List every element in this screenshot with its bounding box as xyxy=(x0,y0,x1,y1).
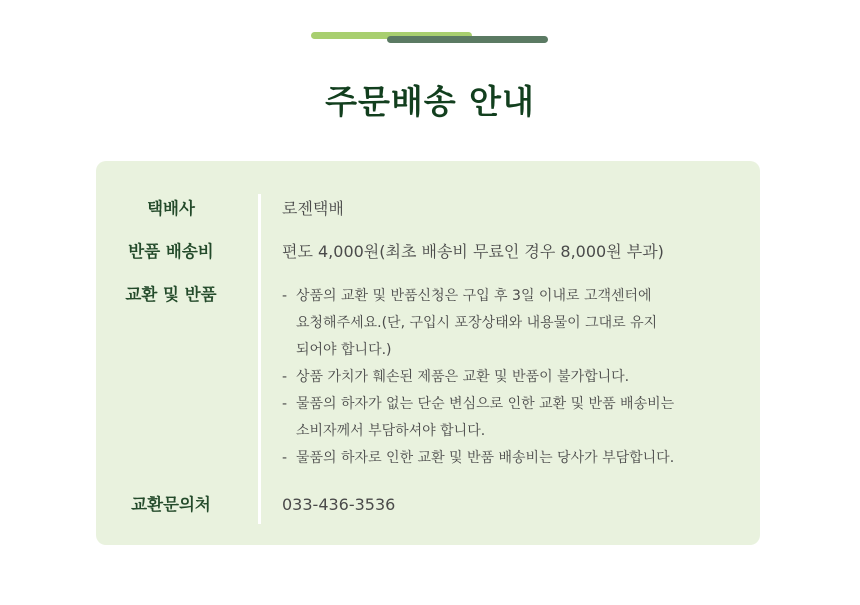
row-label: 교환문의처 xyxy=(131,495,211,514)
title-decoration xyxy=(0,31,860,45)
policy-note xyxy=(282,445,674,472)
policy-note-text: 상품 가치가 훼손된 제품은 교환 및 반품이 불가합니다. xyxy=(296,369,630,385)
bullet-dash: - xyxy=(282,288,288,304)
bullet-dash: - xyxy=(282,369,288,385)
row-label: 교환 및 반품 xyxy=(125,285,217,304)
column-divider xyxy=(258,194,261,524)
policy-notes-list xyxy=(282,283,674,472)
contact-phone: 033-436-3536 xyxy=(282,495,396,514)
policy-note-text: 물품의 하자로 인한 교환 및 반품 배송비는 당사가 부담합니다. xyxy=(296,450,675,466)
policy-note xyxy=(282,391,674,445)
policy-note xyxy=(282,364,674,391)
bullet-dash: - xyxy=(282,450,288,466)
policy-note-text: 상품의 교환 및 반품신청은 구입 후 3일 이내로 고객센터에 요청해주세요.(단, 구입시 포장상태와 내용물이 그대로 유지 되어야 합니다.) xyxy=(296,288,658,358)
shipping-info-panel xyxy=(96,161,760,545)
policy-note xyxy=(282,283,674,364)
row-label: 반품 배송비 xyxy=(128,242,214,261)
decoration-bar-dark xyxy=(387,36,548,43)
row-label: 택배사 xyxy=(147,199,195,218)
bullet-dash: - xyxy=(282,396,288,412)
row-value: 편도 4,000원(최초 배송비 무료인 경우 8,000원 부과) xyxy=(282,242,664,261)
policy-note-text: 물품의 하자가 없는 단순 변심으로 인한 교환 및 반품 배송비는 소비자께서 부담하셔야 합니다. xyxy=(296,396,675,439)
page-title: 주문배송 안내 xyxy=(325,82,535,121)
row-value: 로젠택배 xyxy=(282,199,344,218)
